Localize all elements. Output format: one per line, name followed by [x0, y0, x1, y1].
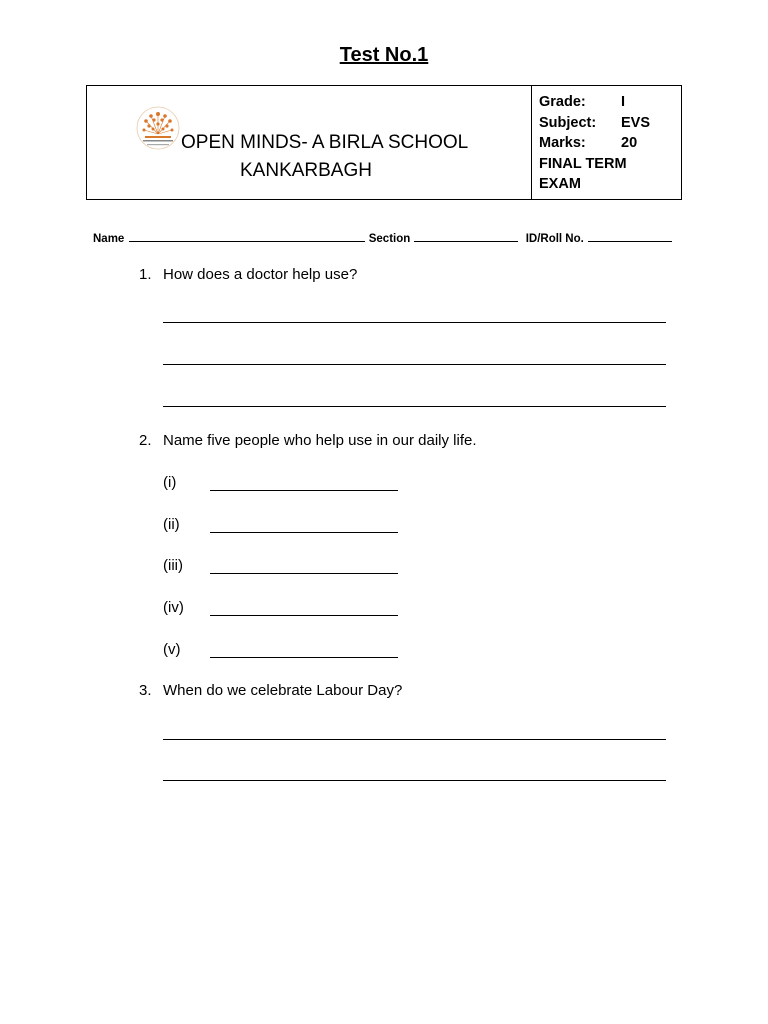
- school-location: KANKARBAGH: [240, 160, 372, 181]
- sub-item-label: (ii): [163, 516, 180, 533]
- school-panel: [87, 86, 532, 199]
- name-label: Name: [93, 233, 125, 245]
- question-text: How does a doctor help use?: [163, 266, 358, 283]
- header-box: [86, 85, 682, 200]
- test-title: Test No.1: [339, 44, 429, 66]
- school-name: OPEN MINDS- A BIRLA SCHOOL: [181, 132, 469, 153]
- question-1: [139, 266, 357, 283]
- answer-line[interactable]: [163, 406, 666, 407]
- roll-label: ID/Roll No.: [525, 233, 584, 245]
- sub-item-label: (iii): [163, 557, 183, 574]
- exam-type-line1: FINAL TERM: [539, 155, 627, 172]
- marks-row: [539, 133, 679, 154]
- section-field[interactable]: [414, 241, 518, 242]
- section-label: Section: [368, 233, 411, 245]
- sub-answer-line[interactable]: [210, 573, 398, 574]
- sub-item-label: (iv): [163, 599, 184, 616]
- sub-item-label: (i): [163, 474, 177, 491]
- question-number: 3.: [139, 682, 152, 699]
- grade-value: I: [621, 94, 626, 110]
- marks-value: 20: [621, 135, 638, 151]
- exam-type-line2: EXAM: [539, 176, 581, 192]
- school-logo: [135, 104, 181, 152]
- answer-line[interactable]: [163, 780, 666, 781]
- question-number: 1.: [139, 266, 152, 283]
- answer-line[interactable]: [163, 364, 666, 365]
- name-field[interactable]: [129, 241, 365, 242]
- sub-item-label: (v): [163, 641, 181, 658]
- question-text: When do we celebrate Labour Day?: [163, 682, 403, 699]
- sub-answer-line[interactable]: [210, 532, 398, 533]
- student-info-line: [93, 233, 683, 245]
- subject-row: [539, 113, 679, 134]
- answer-line[interactable]: [163, 739, 666, 740]
- grade-label: Grade:: [539, 94, 586, 110]
- exam-details: [539, 92, 679, 195]
- subject-label: Subject:: [539, 114, 597, 131]
- answer-line[interactable]: [163, 322, 666, 323]
- question-text: Name five people who help use in our daily life.: [163, 432, 477, 449]
- roll-field[interactable]: [588, 241, 672, 242]
- sub-answer-line[interactable]: [210, 615, 398, 616]
- subject-value: EVS: [621, 114, 651, 131]
- question-number: 2.: [139, 432, 152, 449]
- marks-label: Marks:: [539, 135, 586, 151]
- grade-row: [539, 92, 679, 113]
- sub-answer-line[interactable]: [210, 490, 398, 491]
- question-2: [139, 432, 477, 449]
- sub-answer-line[interactable]: [210, 657, 398, 658]
- question-3: [139, 682, 402, 699]
